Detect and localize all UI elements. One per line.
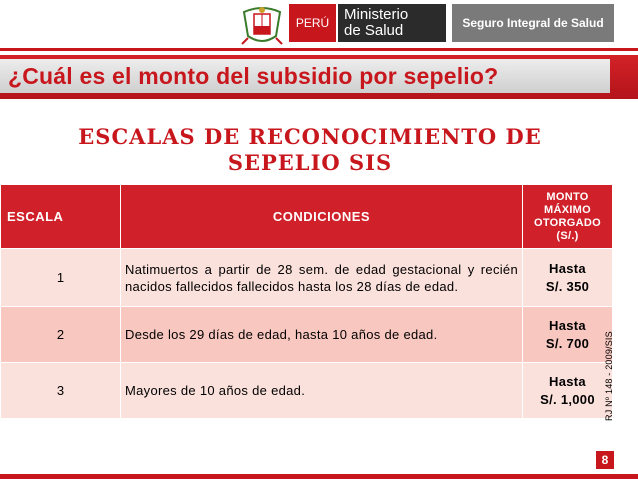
top-header — [0, 0, 638, 48]
row-condiciones: Mayores de 10 años de edad. — [121, 363, 523, 419]
ministry-line-1: Ministerio — [344, 6, 409, 23]
table-row — [1, 363, 613, 419]
monto-label: Hasta — [549, 373, 586, 389]
row-condiciones: Natimuertos a partir de 28 sem. de edad gestacional y recién nacidos fallecidos fallecidos hasta los 28 días de edad. — [121, 249, 523, 307]
scales-table — [0, 184, 613, 419]
row-monto — [523, 307, 613, 363]
table-row — [1, 249, 613, 307]
header-monto-line-1: MONTO — [546, 190, 589, 203]
footer-divider — [0, 474, 638, 479]
row-escala: 1 — [1, 249, 121, 307]
row-condiciones: Desde los 29 días de edad, hasta 10 años de edad. — [121, 307, 523, 363]
table-header-row — [1, 185, 613, 249]
program-label: Seguro Integral de Salud — [452, 4, 614, 42]
header-condiciones: CONDICIONES — [121, 185, 523, 249]
page-number: 8 — [596, 451, 614, 469]
header-divider — [0, 48, 638, 51]
row-escala: 2 — [1, 307, 121, 363]
subtitle-line-1: ESCALAS DE RECONOCIMIENTO DE — [78, 124, 542, 149]
subtitle-line-2: SEPELIO SIS — [227, 150, 393, 175]
monto-label: Hasta — [549, 260, 586, 276]
title-banner-panel — [0, 59, 610, 93]
coat-of-arms-icon — [236, 2, 288, 46]
ministry-line-2: de Salud — [344, 22, 404, 39]
header-monto-line-4: (S/.) — [556, 229, 579, 242]
header-monto-line-3: OTORGADO — [534, 216, 601, 229]
page-title: ¿Cuál es el monto del subsidio por sepelio? — [8, 63, 499, 89]
row-escala: 3 — [1, 363, 121, 419]
header-monto-line-2: MÁXIMO — [543, 203, 592, 216]
row-monto — [523, 249, 613, 307]
title-banner — [0, 55, 638, 99]
monto-value: S/. 350 — [545, 278, 590, 294]
monto-label: Hasta — [549, 317, 586, 333]
monto-value: S/. 700 — [545, 335, 590, 351]
monto-value: S/. 1,000 — [540, 391, 595, 407]
country-label: PERÚ — [289, 4, 336, 42]
header-monto — [523, 185, 613, 249]
row-monto — [523, 363, 613, 419]
header-escala: ESCALA — [1, 185, 121, 249]
table-row — [1, 307, 613, 363]
resolution-note: RJ Nº 148 - 2009/SIS — [604, 331, 614, 421]
ministry-label — [338, 4, 446, 42]
section-subtitle — [40, 124, 580, 176]
